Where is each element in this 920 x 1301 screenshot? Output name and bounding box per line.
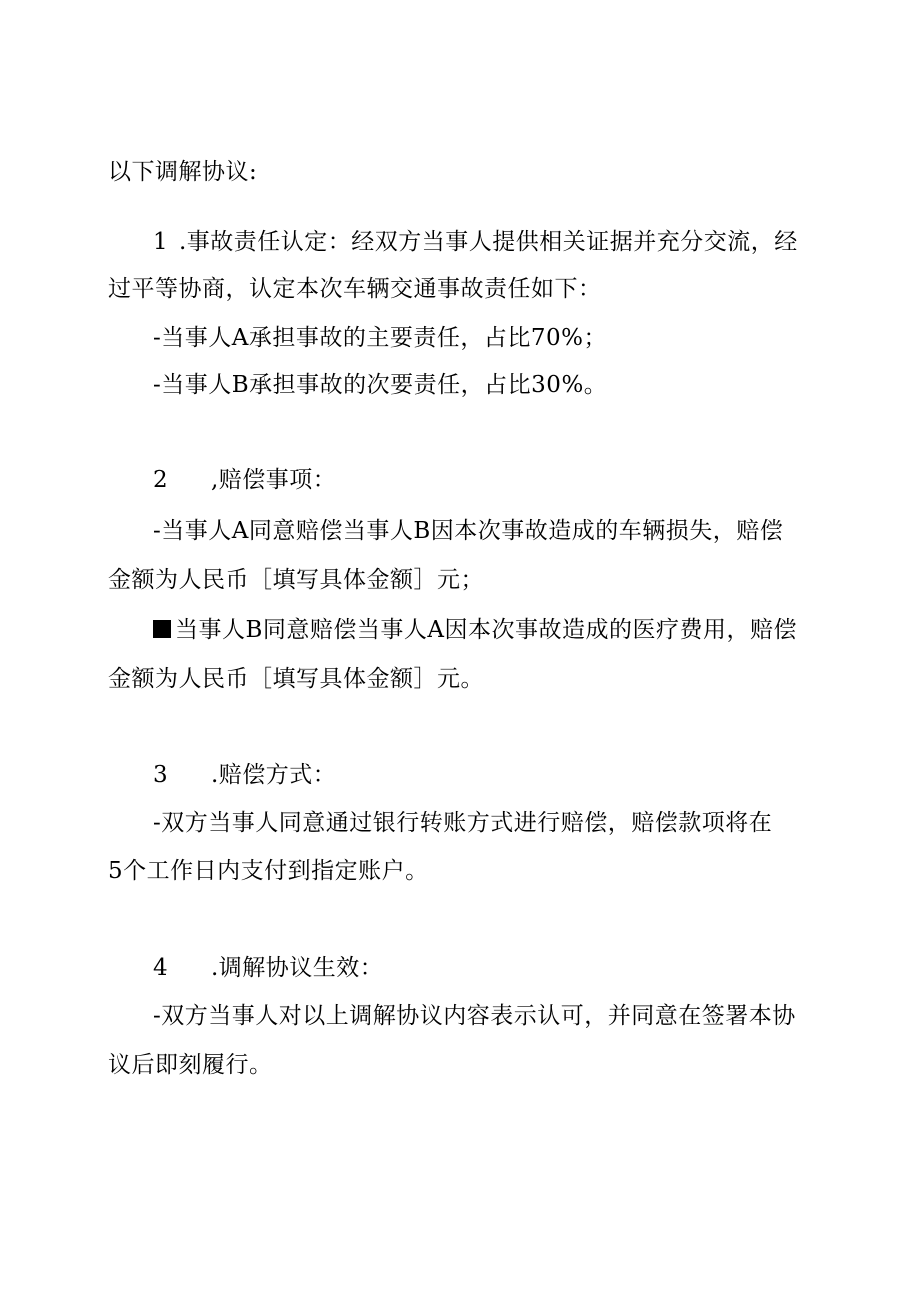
item1-number: 1: [153, 229, 169, 255]
item4-bullet1-line2: 议后即刻履行。: [108, 1052, 273, 1078]
item4-bullet1-line1: -双方当事人对以上调解协议内容表示认可，并同意在签署本协: [153, 1003, 796, 1029]
item3-bullet1-line2: 5个工作日内支付到指定账户。: [108, 858, 429, 884]
intro-text: 以下调解协议:: [108, 159, 258, 185]
item2-bullet1-line2: 金额为人民币［填写具体金额］元；: [108, 567, 484, 593]
item2-bullet2-line1: [153, 615, 797, 645]
item3-heading-line: [153, 760, 336, 790]
item3-bullet1-line1: -双方当事人同意通过银行转账方式进行赔偿，赔偿款项将在: [153, 810, 773, 836]
item2-bullet1-line1: -当事人A同意赔偿当事人B因本次事故造成的车辆损失，赔偿: [153, 518, 784, 544]
black-square-bullet-icon: [153, 620, 171, 638]
item1-line2: 过平等协商，认定本次车辆交通事故责任如下：: [108, 276, 602, 302]
item4-heading-line: [153, 953, 383, 983]
item3-heading: .赔偿方式：: [211, 762, 337, 788]
item1-bullet1: -当事人A承担事故的主要责任，占比70%；: [153, 325, 608, 351]
item2-heading-line: [153, 465, 336, 495]
item2-bullet2-line2: 金额为人民币［填写具体金额］元。: [108, 666, 484, 692]
item1-line1: [153, 227, 798, 257]
item1-bullet2: -当事人B承担事故的次要责任，占比30%。: [153, 372, 608, 398]
item3-number: 3: [153, 762, 169, 788]
item4-heading: .调解协议生效：: [211, 955, 384, 981]
item4-number: 4: [153, 955, 169, 981]
item2-number: 2: [153, 467, 169, 493]
item2-bullet2-text: 当事人B同意赔偿当事人A因本次事故造成的医疗费用，赔偿: [175, 617, 798, 643]
item2-heading: ,赔偿事项：: [211, 467, 337, 493]
item1-heading: .事故责任认定：经双方当事人提供相关证据并充分交流，经: [179, 229, 798, 255]
